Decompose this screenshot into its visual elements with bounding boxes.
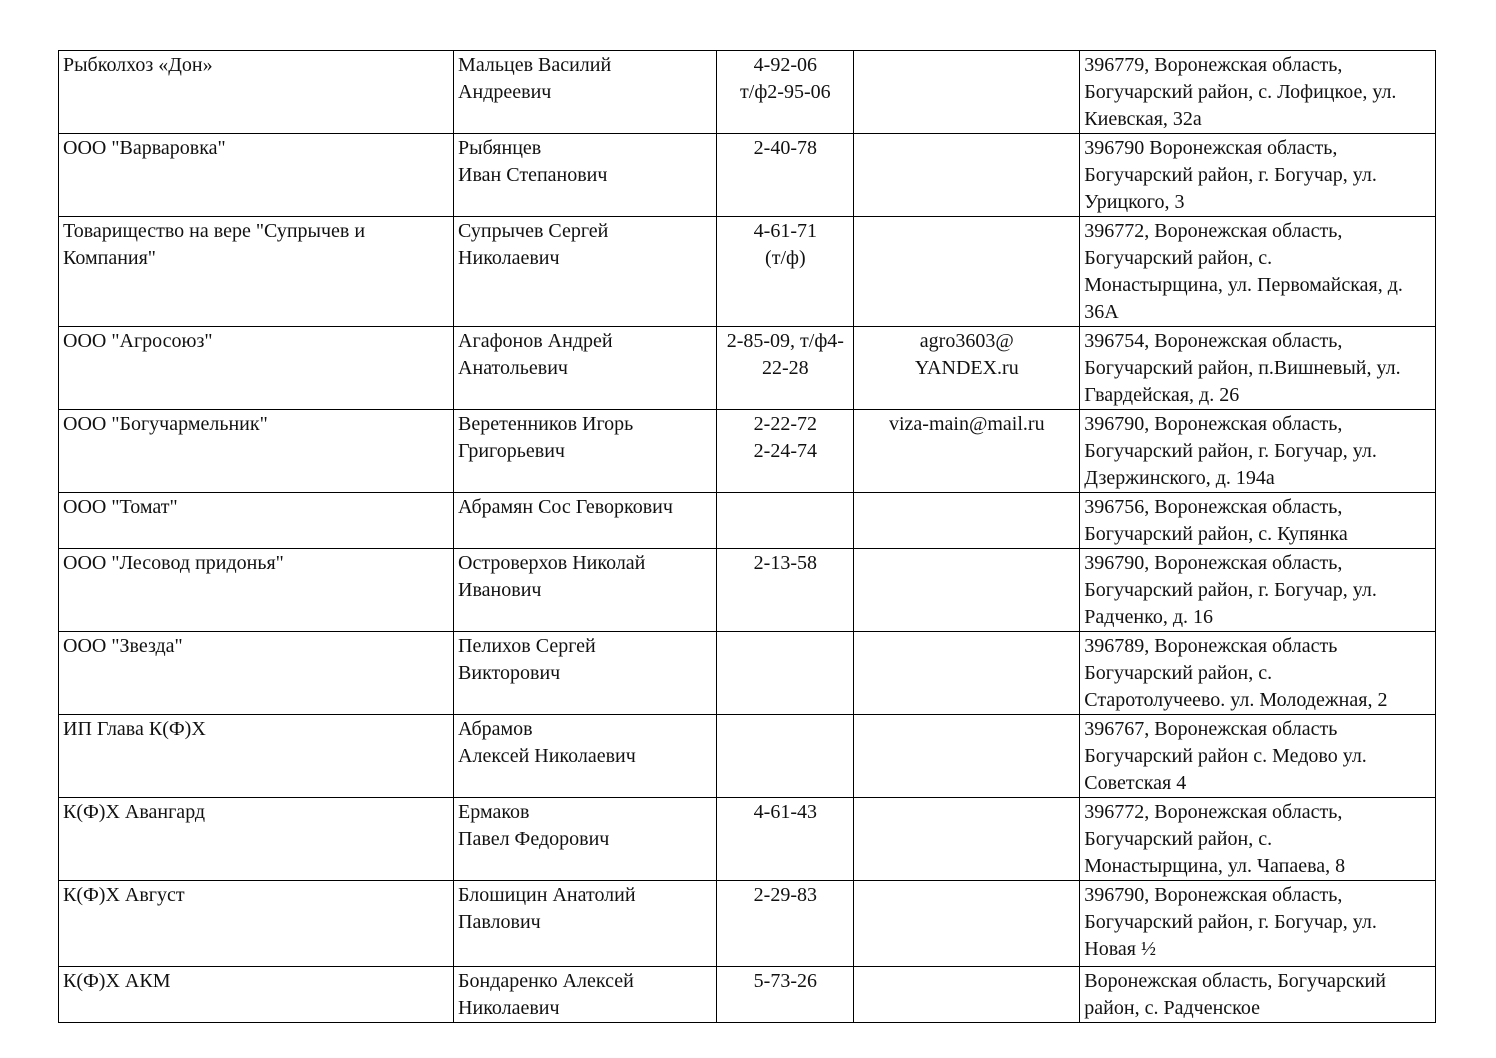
table-row bbox=[59, 51, 1436, 134]
address-line: 396779, Воронежская область, bbox=[1084, 54, 1343, 76]
email-cell bbox=[854, 798, 1080, 881]
head-cell bbox=[454, 410, 717, 493]
address-line: Воронежская область, Богучарский bbox=[1084, 970, 1386, 992]
table-body bbox=[59, 51, 1436, 1023]
table-row bbox=[59, 410, 1436, 493]
phone-line: 2-13-58 bbox=[753, 552, 817, 574]
head-name-line: Алексей Николаевич bbox=[458, 745, 636, 767]
table-row bbox=[59, 327, 1436, 410]
address-cell bbox=[1080, 51, 1436, 134]
phone-cell bbox=[717, 798, 854, 881]
email-cell bbox=[854, 327, 1080, 410]
address-cell bbox=[1080, 967, 1436, 1023]
phone-cell bbox=[717, 715, 854, 798]
table-row bbox=[59, 632, 1436, 715]
head-name-line: Рыбянцев bbox=[458, 137, 542, 159]
head-cell bbox=[454, 327, 717, 410]
head-cell bbox=[454, 493, 717, 549]
address-line: Советская 4 bbox=[1084, 772, 1187, 794]
phone-line: 22-28 bbox=[762, 357, 809, 379]
address-line: Богучарский район, с. Купянка bbox=[1084, 523, 1348, 545]
address-cell bbox=[1080, 134, 1436, 217]
head-cell bbox=[454, 881, 717, 967]
organization-cell bbox=[59, 134, 454, 217]
address-line: 396767, Воронежская область bbox=[1084, 718, 1338, 740]
address-cell bbox=[1080, 798, 1436, 881]
head-name-line: Агафонов Андрей bbox=[458, 330, 613, 352]
head-name-line: Островерхов Николай bbox=[458, 552, 646, 574]
table-row bbox=[59, 967, 1436, 1023]
email-cell bbox=[854, 715, 1080, 798]
phone-line: 4-61-43 bbox=[753, 801, 817, 823]
table-row bbox=[59, 715, 1436, 798]
phone-cell bbox=[717, 217, 854, 327]
head-name-line: Викторович bbox=[458, 662, 561, 684]
email-cell bbox=[854, 493, 1080, 549]
head-cell bbox=[454, 715, 717, 798]
phone-line: 2-85-09, т/ф4- bbox=[726, 330, 844, 352]
address-cell bbox=[1080, 632, 1436, 715]
address-line: Богучарский район, п.Вишневый, ул. bbox=[1084, 357, 1401, 379]
organization-name: К(Ф)Х Авангард bbox=[63, 801, 206, 823]
organization-cell bbox=[59, 493, 454, 549]
address-line: 396772, Воронежская область, bbox=[1084, 220, 1343, 242]
head-name-line: Абрамов bbox=[458, 718, 533, 740]
address-line: 396754, Воронежская область, bbox=[1084, 330, 1343, 352]
phone-cell bbox=[717, 493, 854, 549]
email-cell bbox=[854, 549, 1080, 632]
head-name-line: Бондаренко Алексей bbox=[458, 970, 634, 992]
address-line: район, с. Радченское bbox=[1084, 997, 1260, 1019]
head-name-line: Иван Степанович bbox=[458, 164, 608, 186]
address-cell bbox=[1080, 327, 1436, 410]
organization-name: ООО "Томат" bbox=[63, 496, 178, 518]
email-cell bbox=[854, 410, 1080, 493]
head-cell bbox=[454, 632, 717, 715]
address-line: Богучарский район с. Медово ул. bbox=[1084, 745, 1367, 767]
head-name-line: Супрычев Сергей bbox=[458, 220, 609, 242]
address-cell bbox=[1080, 217, 1436, 327]
phone-line: 2-29-83 bbox=[753, 884, 817, 906]
head-name-line: Григорьевич bbox=[458, 440, 565, 462]
address-line: Богучарский район, с. Лофицкое, ул. bbox=[1084, 81, 1397, 103]
address-line: 396756, Воронежская область, bbox=[1084, 496, 1343, 518]
head-name-line: Ермаков bbox=[458, 801, 530, 823]
email-line: viza-main@mail.ru bbox=[888, 413, 1045, 435]
organization-cell bbox=[59, 881, 454, 967]
address-line: 396790, Воронежская область, bbox=[1084, 552, 1343, 574]
organization-name: ИП Глава К(Ф)Х bbox=[63, 718, 206, 740]
address-line: Богучарский район, с. bbox=[1084, 662, 1273, 684]
address-line: Новая ½ bbox=[1084, 938, 1156, 960]
head-name-line: Блошицин Анатолий bbox=[458, 884, 636, 906]
address-line: 396790, Воронежская область, bbox=[1084, 884, 1343, 906]
phone-cell bbox=[717, 51, 854, 134]
head-name-line: Николаевич bbox=[458, 247, 560, 269]
phone-line: 2-24-74 bbox=[753, 440, 817, 462]
organization-name: Товарищество на вере "Супрычев и Компания" bbox=[63, 220, 366, 269]
address-cell bbox=[1080, 493, 1436, 549]
table-row bbox=[59, 549, 1436, 632]
address-line: Монастырщина, ул. Чапаева, 8 bbox=[1084, 855, 1346, 877]
address-line: Урицкого, 3 bbox=[1084, 191, 1185, 213]
address-cell bbox=[1080, 410, 1436, 493]
organization-name: ООО "Лесовод придонья" bbox=[63, 552, 284, 574]
phone-cell bbox=[717, 549, 854, 632]
head-name-line: Павел Федорович bbox=[458, 828, 610, 850]
organization-cell bbox=[59, 715, 454, 798]
organization-cell bbox=[59, 410, 454, 493]
address-line: 396772, Воронежская область, bbox=[1084, 801, 1343, 823]
email-cell bbox=[854, 881, 1080, 967]
organization-cell bbox=[59, 549, 454, 632]
phone-line: 5-73-26 bbox=[753, 970, 817, 992]
phone-cell bbox=[717, 134, 854, 217]
address-line: 396790, Воронежская область, bbox=[1084, 413, 1343, 435]
table-row bbox=[59, 217, 1436, 327]
organization-name: Рыбколхоз «Дон» bbox=[63, 54, 213, 76]
organization-cell bbox=[59, 327, 454, 410]
address-line: Богучарский район, г. Богучар, ул. bbox=[1084, 911, 1377, 933]
address-line: Старотолучеево. ул. Молодежная, 2 bbox=[1084, 689, 1388, 711]
head-name-line: Веретенников Игорь bbox=[458, 413, 634, 435]
table-row bbox=[59, 798, 1436, 881]
head-name-line: Пелихов Сергей bbox=[458, 635, 596, 657]
head-name-line: Абрамян Сос Геворкович bbox=[458, 496, 673, 518]
head-cell bbox=[454, 217, 717, 327]
head-name-line: Николаевич bbox=[458, 997, 560, 1019]
organization-name: ООО "Богучармельник" bbox=[63, 413, 268, 435]
address-line: Богучарский район, г. Богучар, ул. bbox=[1084, 440, 1377, 462]
email-cell bbox=[854, 51, 1080, 134]
email-cell bbox=[854, 632, 1080, 715]
table-row bbox=[59, 493, 1436, 549]
address-line: Богучарский район, с. bbox=[1084, 828, 1273, 850]
address-line: Богучарский район, г. Богучар, ул. bbox=[1084, 164, 1377, 186]
head-name-line: Иванович bbox=[458, 579, 542, 601]
address-cell bbox=[1080, 881, 1436, 967]
organization-cell bbox=[59, 217, 454, 327]
address-line: 36А bbox=[1084, 301, 1119, 323]
organization-name: К(Ф)Х АКМ bbox=[63, 970, 171, 992]
phone-line: (т/ф) bbox=[765, 247, 806, 269]
email-cell bbox=[854, 134, 1080, 217]
address-line: Монастырщина, ул. Первомайская, д. bbox=[1084, 274, 1403, 296]
organizations-table bbox=[58, 50, 1436, 1023]
email-line: YANDEX.ru bbox=[914, 357, 1019, 379]
organization-name: ООО "Звезда" bbox=[63, 635, 183, 657]
address-cell bbox=[1080, 549, 1436, 632]
organization-cell bbox=[59, 632, 454, 715]
head-name-line: Анатольевич bbox=[458, 357, 568, 379]
phone-cell bbox=[717, 327, 854, 410]
table-row bbox=[59, 881, 1436, 967]
organization-cell bbox=[59, 798, 454, 881]
email-cell bbox=[854, 217, 1080, 327]
head-name-line: Андреевич bbox=[458, 81, 552, 103]
organization-cell bbox=[59, 51, 454, 134]
address-line: Богучарский район, с. bbox=[1084, 247, 1273, 269]
head-cell bbox=[454, 549, 717, 632]
organization-cell bbox=[59, 967, 454, 1023]
head-name-line: Павлович bbox=[458, 911, 541, 933]
organization-name: К(Ф)Х Август bbox=[63, 884, 185, 906]
email-line: agro3603@ bbox=[919, 330, 1014, 352]
head-cell bbox=[454, 798, 717, 881]
phone-line: 4-92-06 bbox=[753, 54, 817, 76]
phone-line: 2-40-78 bbox=[753, 137, 817, 159]
address-line: 396789, Воронежская область bbox=[1084, 635, 1338, 657]
email-cell bbox=[854, 967, 1080, 1023]
head-cell bbox=[454, 51, 717, 134]
phone-cell bbox=[717, 967, 854, 1023]
table-row bbox=[59, 134, 1436, 217]
address-line: Гвардейская, д. 26 bbox=[1084, 384, 1240, 406]
address-line: Киевская, 32а bbox=[1084, 108, 1202, 130]
head-cell bbox=[454, 967, 717, 1023]
phone-cell bbox=[717, 881, 854, 967]
organization-name: ООО "Агросоюз" bbox=[63, 330, 213, 352]
organization-name: ООО "Варваровка" bbox=[63, 137, 226, 159]
head-name-line: Мальцев Василий bbox=[458, 54, 612, 76]
address-line: 396790 Воронежская область, bbox=[1084, 137, 1338, 159]
phone-line: 2-22-72 bbox=[753, 413, 817, 435]
address-line: Богучарский район, г. Богучар, ул. bbox=[1084, 579, 1377, 601]
phone-line: 4-61-71 bbox=[753, 220, 817, 242]
address-cell bbox=[1080, 715, 1436, 798]
phone-line: т/ф2-95-06 bbox=[740, 81, 831, 103]
head-cell bbox=[454, 134, 717, 217]
phone-cell bbox=[717, 632, 854, 715]
address-line: Радченко, д. 16 bbox=[1084, 606, 1213, 628]
phone-cell bbox=[717, 410, 854, 493]
address-line: Дзержинского, д. 194а bbox=[1084, 467, 1275, 489]
